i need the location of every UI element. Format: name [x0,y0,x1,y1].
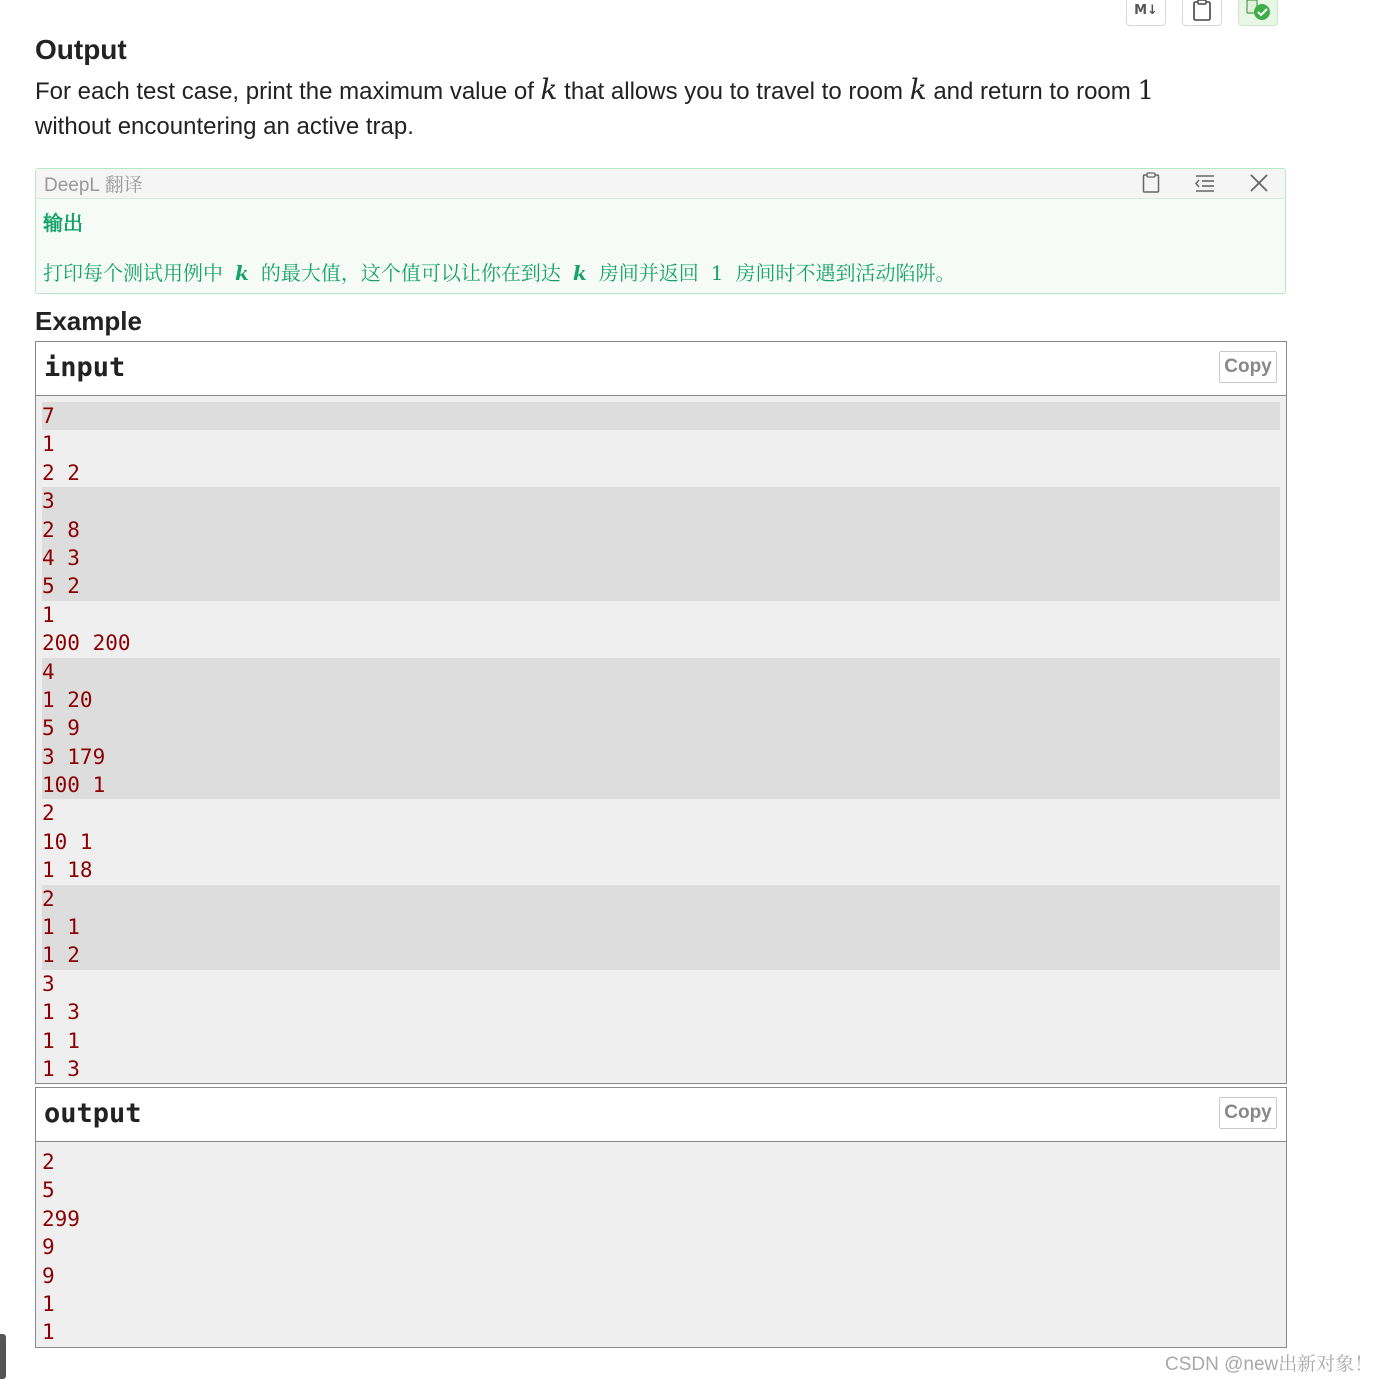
sample-input-content[interactable] [36,396,1286,1083]
math-var-k: k [572,261,587,285]
input-line: 2 8 [42,516,1280,544]
input-line: 1 20 [42,686,1280,714]
translate-button[interactable] [1238,0,1278,26]
copy-output-button[interactable]: Copy [1219,1097,1277,1129]
input-line: 1 18 [42,858,93,883]
input-line: 10 1 [42,829,93,854]
output-line: 1 [42,1291,55,1316]
input-line: 3 [42,487,1280,515]
clipboard-icon [1192,0,1212,21]
clipboard-icon[interactable] [1139,171,1163,195]
side-scroll-handle [0,1334,6,1379]
math-var-k: k [235,261,249,285]
deepl-translation-text [43,257,955,286]
deepl-text-1: 打印每个测试用例中 [43,263,223,285]
input-line: 3 179 [42,743,1280,771]
sample-output-header [36,1088,1286,1142]
output-line: 9 [42,1235,55,1260]
deepl-header-label: DeepL 翻译 [44,175,143,196]
sample-input-block [35,341,1287,1084]
collapse-text-icon[interactable] [1193,171,1217,195]
deepl-header [36,169,1285,199]
input-line: 1 3 [42,1000,80,1025]
translate-check-icon [1244,0,1272,22]
output-text-2: that allows you to travel to room [557,78,910,105]
input-line: 2 [42,885,1280,913]
math-var-k: k [540,73,558,106]
output-text-4: without encountering an active trap. [35,113,414,140]
watermark: CSDN @new出新对象！ [1165,1354,1374,1375]
output-text-3: and return to room [926,78,1138,105]
markdown-button[interactable] [1126,0,1166,26]
deepl-translation-panel [35,168,1286,294]
input-line: 2 2 [42,460,80,485]
input-line: 1 [42,602,55,627]
copy-clipboard-button[interactable] [1182,0,1222,26]
math-num-1: 1 [1137,76,1154,106]
input-line: 1 1 [42,913,1280,941]
input-line: 1 [42,432,55,457]
math-num-1: 1 [710,261,724,285]
input-line: 3 [42,971,55,996]
output-line: 5 [42,1178,55,1203]
input-line: 1 3 [42,1056,80,1081]
input-line: 4 [42,658,1280,686]
section-title-output: Output [35,34,127,65]
input-line: 100 1 [42,771,1280,799]
copy-input-button[interactable]: Copy [1219,351,1277,383]
output-line: 299 [42,1206,80,1231]
section-title-example: Example [35,306,142,336]
deepl-text-2: 的最大值，这个值可以让你在到达 [260,263,561,285]
input-line: 5 2 [42,572,1280,600]
sample-output-content[interactable] [36,1142,1286,1347]
input-line: 1 1 [42,1028,80,1053]
input-line: 1 2 [42,941,1280,969]
input-line: 200 200 [42,631,131,656]
sample-input-label: input [44,352,126,383]
output-line: 1 [42,1320,55,1345]
sample-output-block [35,1087,1287,1348]
output-text-1: For each test case, print the maximum value of [35,78,541,105]
deepl-text-4: 房间时不遇到活动陷阱。 [735,263,956,285]
input-line: 2 [42,801,55,826]
output-line: 2 [42,1150,55,1174]
close-icon[interactable] [1247,171,1271,195]
deepl-title: 输出 [43,213,83,235]
output-line: 9 [42,1263,55,1288]
output-description [35,72,1265,144]
sample-output-label: output [44,1098,142,1129]
deepl-text-3: 房间并返回 [598,263,699,285]
markdown-icon: M↓ [1134,2,1158,18]
input-line: 7 [42,402,1280,430]
input-line: 5 9 [42,714,1280,742]
math-var-k: k [909,73,927,106]
sample-input-header [36,342,1286,396]
input-line: 4 3 [42,544,1280,572]
